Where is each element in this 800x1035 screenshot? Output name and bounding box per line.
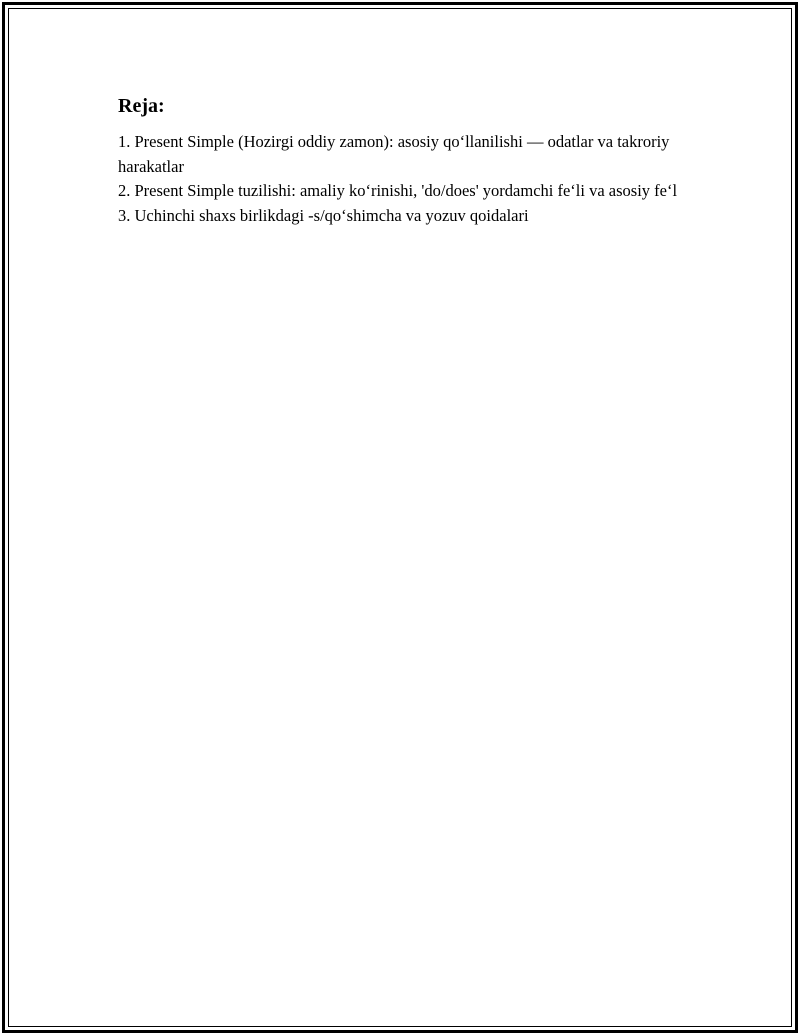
plan-item-1: 1. Present Simple (Hozirgi oddiy zamon): asosiy qo‘llanilishi — odatlar va takroriy harakatlar [118,132,670,176]
plan-item-3: 3. Uchinchi shaxs birlikdagi -s/qo‘shimcha va yozuv qoidalari [118,205,529,225]
plan-section [118,92,698,228]
plan-item-2: 2. Present Simple tuzilishi: amaliy ko‘rinishi, 'do/does' yordamchi fe‘li va asosiy fe‘l [118,181,678,200]
plan-heading: Reja: [118,95,165,117]
plan-list [118,130,698,228]
